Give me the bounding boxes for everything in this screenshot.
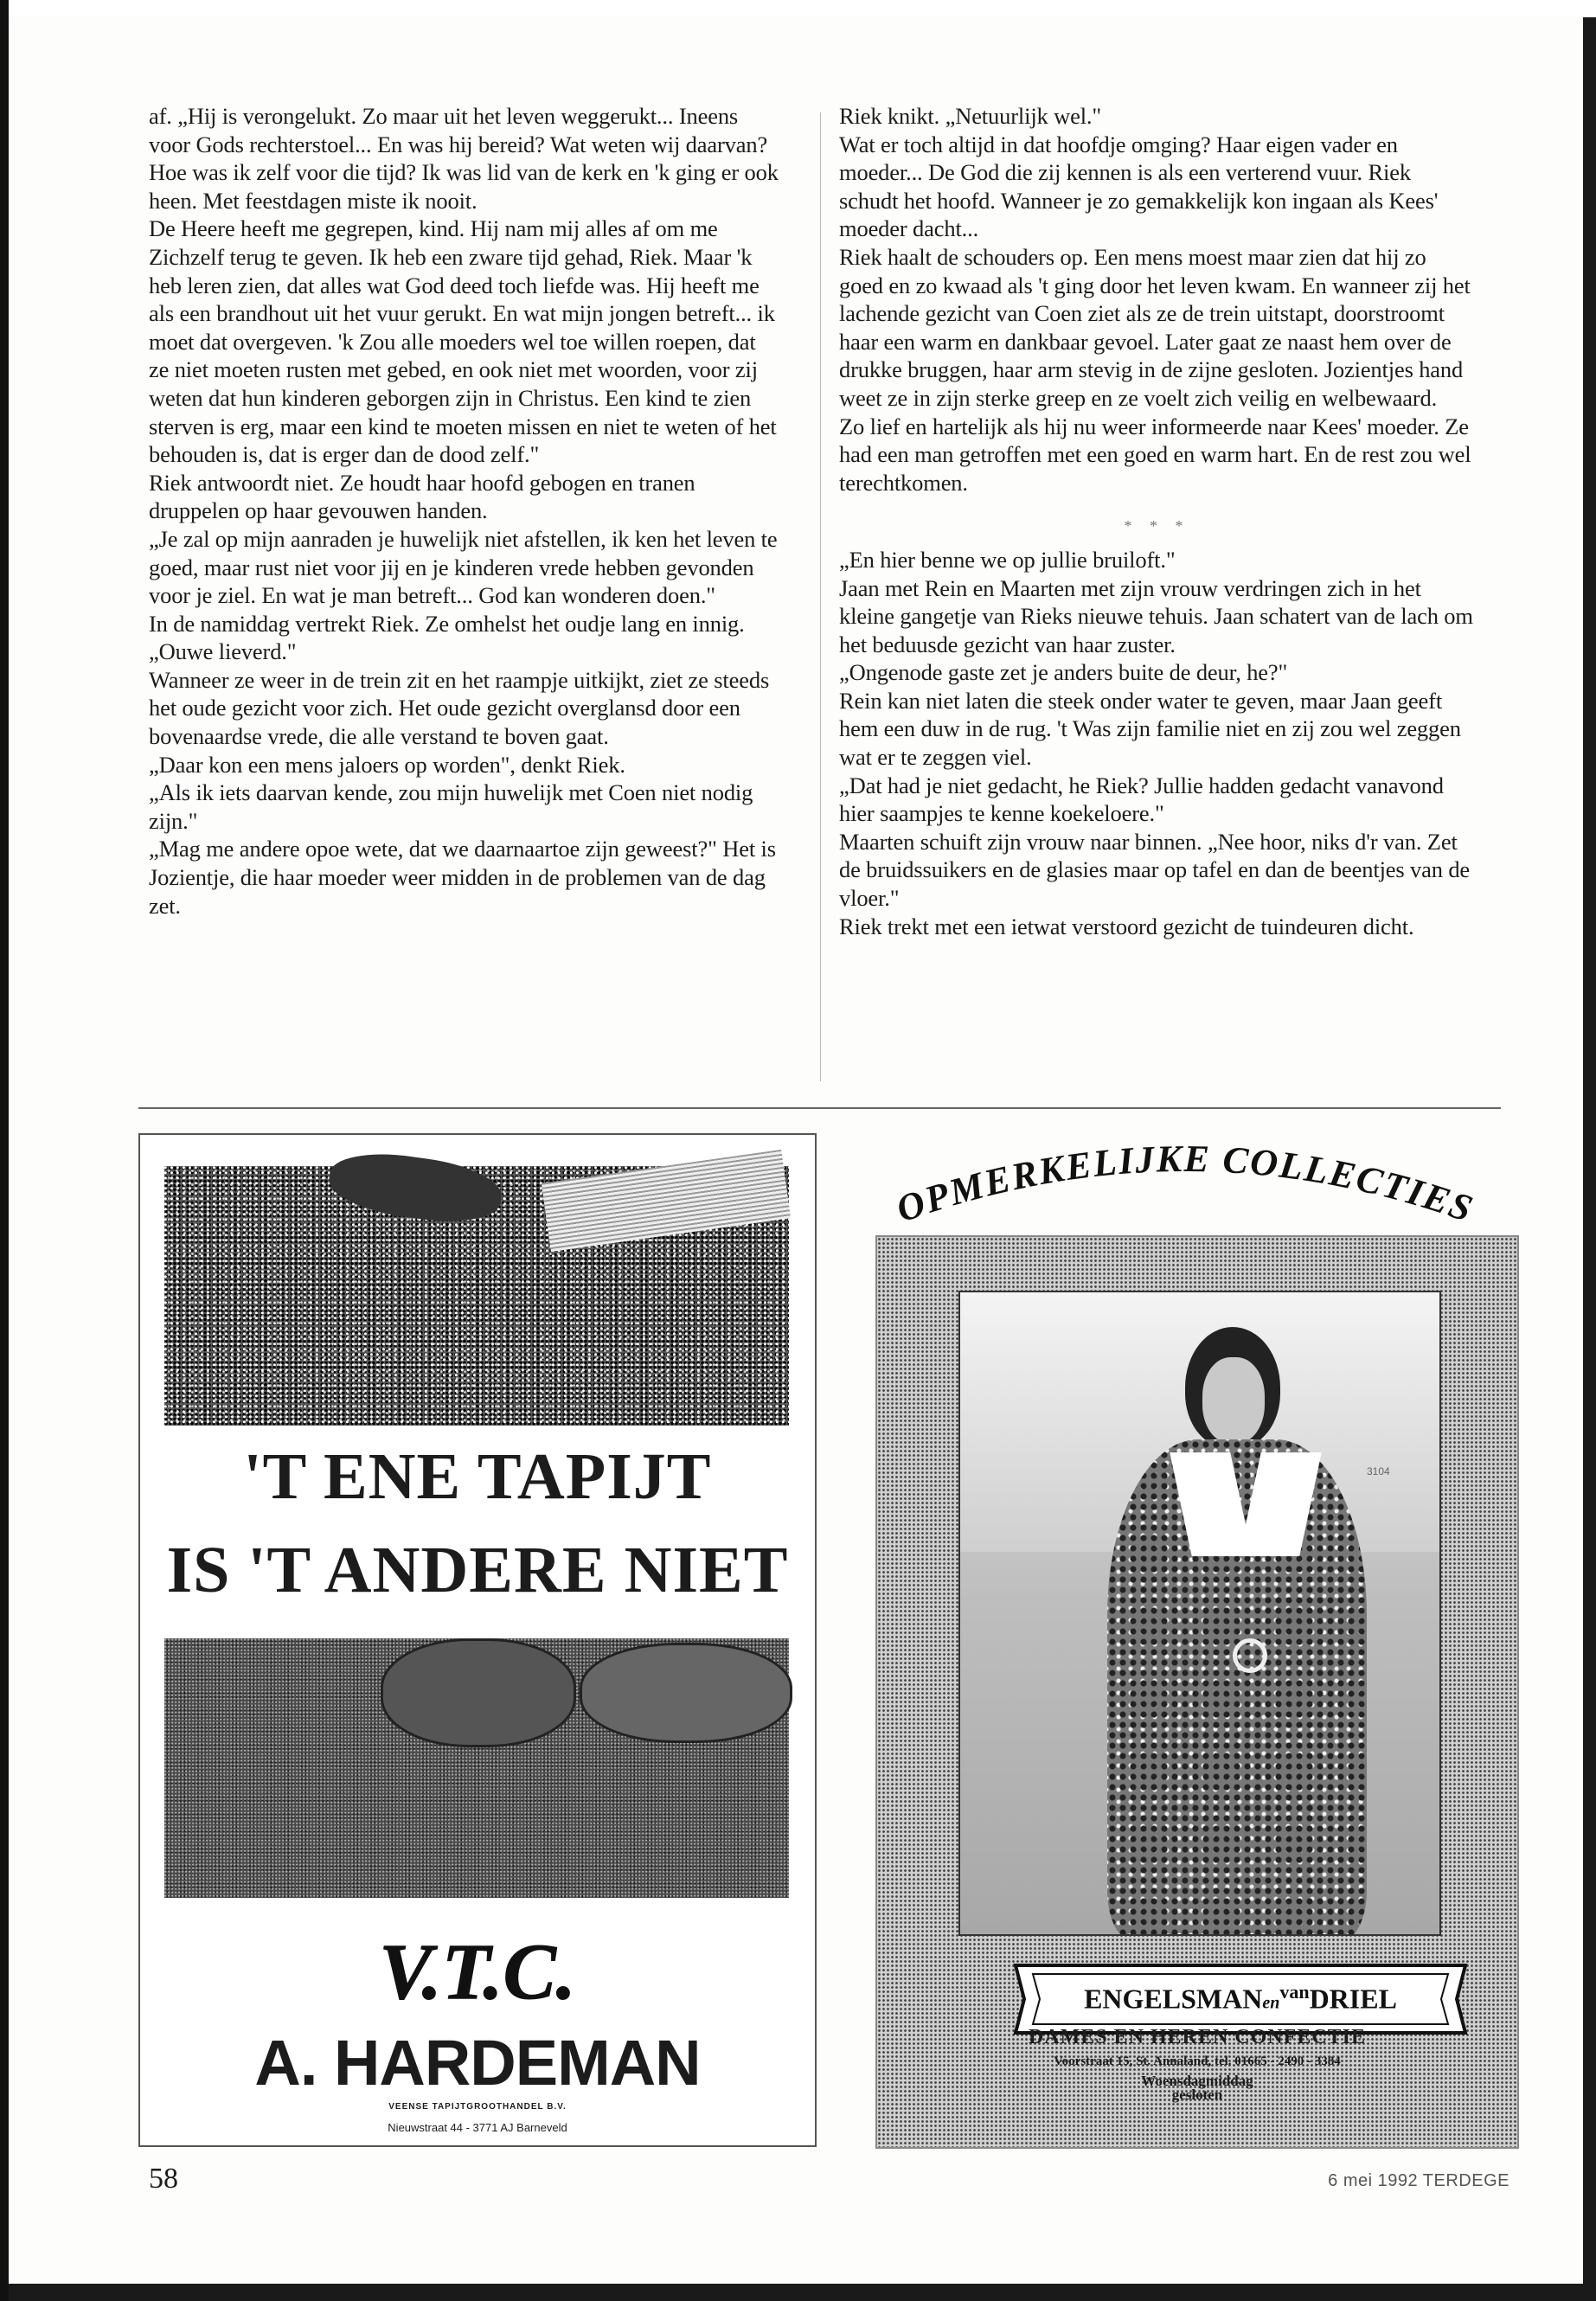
svg-text:OPMERKELIJKE COLLECTIES <box>891 1138 1479 1228</box>
model-photo <box>958 1291 1441 1936</box>
section-separator: * * * <box>1124 517 1190 535</box>
paragraph: „En hier benne we op jullie bruiloft." <box>839 546 1176 573</box>
page-number: 58 <box>149 2163 178 2195</box>
store-name-part: van <box>1279 1981 1310 2003</box>
company-subtitle: VEENSE TAPIJTGROOTHANDEL B.V. <box>388 2102 567 2112</box>
company-address: Nieuwstraat 44 - 3771 AJ Barneveld <box>388 2121 567 2134</box>
photo-code: 3104 <box>1367 1465 1390 1477</box>
store-name <box>998 1981 1483 2016</box>
article-bottom-rule <box>138 1107 1501 1109</box>
page-top-border <box>0 0 1596 17</box>
model-face <box>1202 1357 1265 1444</box>
store-address: Voorstraat 15, St. Annaland, tel. 01665 - 2490 - 3384 <box>1054 2054 1341 2068</box>
belt-buckle <box>1233 1638 1267 1673</box>
paragraph: „Ongenode gaste zet je anders buite de deur, he?" <box>839 659 1288 686</box>
paragraph: „Mag me andere opoe wete, dat we daarnaartoe zijn geweest?" Het is Jozientje, die haar moeder weer midden in de problemen van de dag zet. <box>149 836 776 919</box>
fashion-advertisement <box>875 1235 1519 2149</box>
vtc-logo <box>339 1931 616 2013</box>
paragraph: Rein kan niet laten die steek onder water te geven, maar Jaan geeft hem een duw in de rug. 't Was zijn familie niet en zij zou wel zeggen wat er te zeggen viel. <box>839 687 1461 771</box>
store-name-part: en <box>1262 1993 1280 2013</box>
store-name-part: DRIEL <box>1309 1983 1397 2015</box>
article-right-column <box>839 102 1475 940</box>
carpet-photo-bottom <box>164 1638 789 1898</box>
closing-notice-line: Woensdagmiddag <box>1141 2073 1253 2089</box>
paragraph: „Als ik iets daarvan kende, zou mijn huwelijk met Coen niet nodig zijn." <box>149 779 753 834</box>
column-divider <box>820 112 821 1081</box>
collections-title-text: OPMERKELIJKE COLLECTIES <box>891 1137 1480 1228</box>
issue-info: 6 mei 1992 TERDEGE <box>1328 2171 1509 2190</box>
paragraph: Wanneer ze weer in de trein zit en het raampje uitkijkt, ziet ze steeds het oude gezicht voor zich. Het oude gezicht overglansd door een bovenaardse vrede, die alle verstand te boven gaat. <box>149 666 770 750</box>
paragraph: „Je zal op mijn aanraden je huwelijk niet afstellen, ik ken het leven te goed, maar rust niet voor jij en je kinderen vrede hebben gevonden voor je ziel. En wat je man betreft... God kan wonderen doen." <box>149 525 778 609</box>
vtc-logo-text: V.T.C. <box>379 1931 576 2013</box>
newspaper-image <box>542 1150 791 1252</box>
paragraph: Wat er toch altijd in dat hoofdje omging? Haar eigen vader en moeder... De God die zij kennen is als een verterend vuur. Riek schudt het hoofd. Wanneer je zo gemakkelijk kon ingaan als Kees' moeder dacht... <box>839 131 1439 242</box>
paragraph: Riek antwoordt niet. Ze houdt haar hoofd gebogen en tranen druppelen op haar gevouwen handen. <box>149 469 695 524</box>
closing-notice <box>877 2074 1517 2102</box>
ad-headline-line1: 'T ENE TAPIJT <box>243 1440 712 1513</box>
paragraph: Maarten schuift zijn vrouw naar binnen. „Nee hoor, niks d'r van. Zet de bruidssuikers en de glasies maar op tafel en dan de beentjes van de vloer." <box>839 828 1471 912</box>
paragraph: „Daar kon een mens jaloers op worden", denkt Riek. <box>149 751 625 778</box>
carpet-photo-top <box>164 1166 789 1426</box>
shoe-image <box>325 1145 505 1229</box>
paragraph: Riek trekt met een ietwat verstoord gezicht de tuindeuren dicht. <box>839 913 1414 939</box>
paragraph: De Heere heeft me gegrepen, kind. Hij nam mij alles af om me Zichzelf terug te geven. Ik heb een zware tijd gehad, Riek. Maar 'k heb leren zien, dat alles wat God deed toch liefde was. Hij heeft me als een brandhout uit het vuur gerukt. En wat mijn jongen betreft... ik moet dat overgeven. 'k Zou alle moeders wel toe willen roepen, dat ze niet moeten rusten met gebed, en ook niet met woorden, voor zij weten dat hun kinderen geborgen zijn in Christus. Een kind te zien sterven is erg, maar een kind te moeten missen en niet te weten of het behouden is, dat is erger dan de dood zelf." <box>149 215 777 468</box>
paragraph: In de namiddag vertrekt Riek. Ze omhelst het oudje lang en innig. „Ouwe lieverd." <box>149 610 745 665</box>
carpet-advertisement <box>138 1133 817 2147</box>
paragraph: Riek haalt de schouders op. Een mens moest maar zien dat hij zo goed en zo kwaad als 't ging door het leven kwam. En wanneer zij het lachende gezicht van Coen ziet als ze de trein uitstapt, doorstroomt haar een warm en dankbaar gevoel. Later gaat ze naast hem over de drukke bruggen, haar arm stevig in de zijne gesloten. Jozientjes hand weet ze in zijn sterke greep en ze voelt zich veilig en welbewaard. <box>839 243 1471 411</box>
paragraph: af. „Hij is verongelukt. Zo maar uit het leven weggerukt... Ineens voor Gods rechterstoel... En was hij bereid? Wat weten wij daarvan? Hoe was ik zelf voor die tijd? Ik was lid van de kerk en 'k ging er ook heen. Met feestdagen miste ik nooit. <box>149 103 779 214</box>
closing-notice-line: gesloten <box>1171 2086 1223 2103</box>
shoe-image <box>381 1638 576 1747</box>
company-name: A. HARDEMAN <box>254 2027 701 2099</box>
page-left-border <box>0 0 9 2301</box>
ad-headline-line2: IS 'T ANDERE NIET <box>166 1534 789 1606</box>
paragraph: Jaan met Rein en Maarten met zijn vrouw verdringen zich in het kleine gangetje van Rieks nieuwe tehuis. Jaan schatert van de lach om het beduusde gezicht van haar zuster. <box>839 574 1473 657</box>
store-name-part: ENGELSMAN <box>1084 1983 1263 2015</box>
paragraph: „Dat had je niet gedacht, he Riek? Jullie hadden gedacht vanavond hier saampjes te kenne koekeloere." <box>839 772 1444 827</box>
article-left-column <box>149 102 779 920</box>
sneaker-image <box>580 1643 792 1743</box>
paragraph: Riek knikt. „Netuurlijk wel." <box>839 103 1102 129</box>
collections-title <box>882 1125 1488 1228</box>
paragraph: Zo lief en hartelijk als hij nu weer informeerde naar Kees' moeder. Ze had een man getroffen met een goed en warm hart. En de rest zou wel terechtkomen. <box>839 413 1471 496</box>
store-tagline: DAMES EN HEREN CONFECTIE <box>1028 2026 1367 2048</box>
